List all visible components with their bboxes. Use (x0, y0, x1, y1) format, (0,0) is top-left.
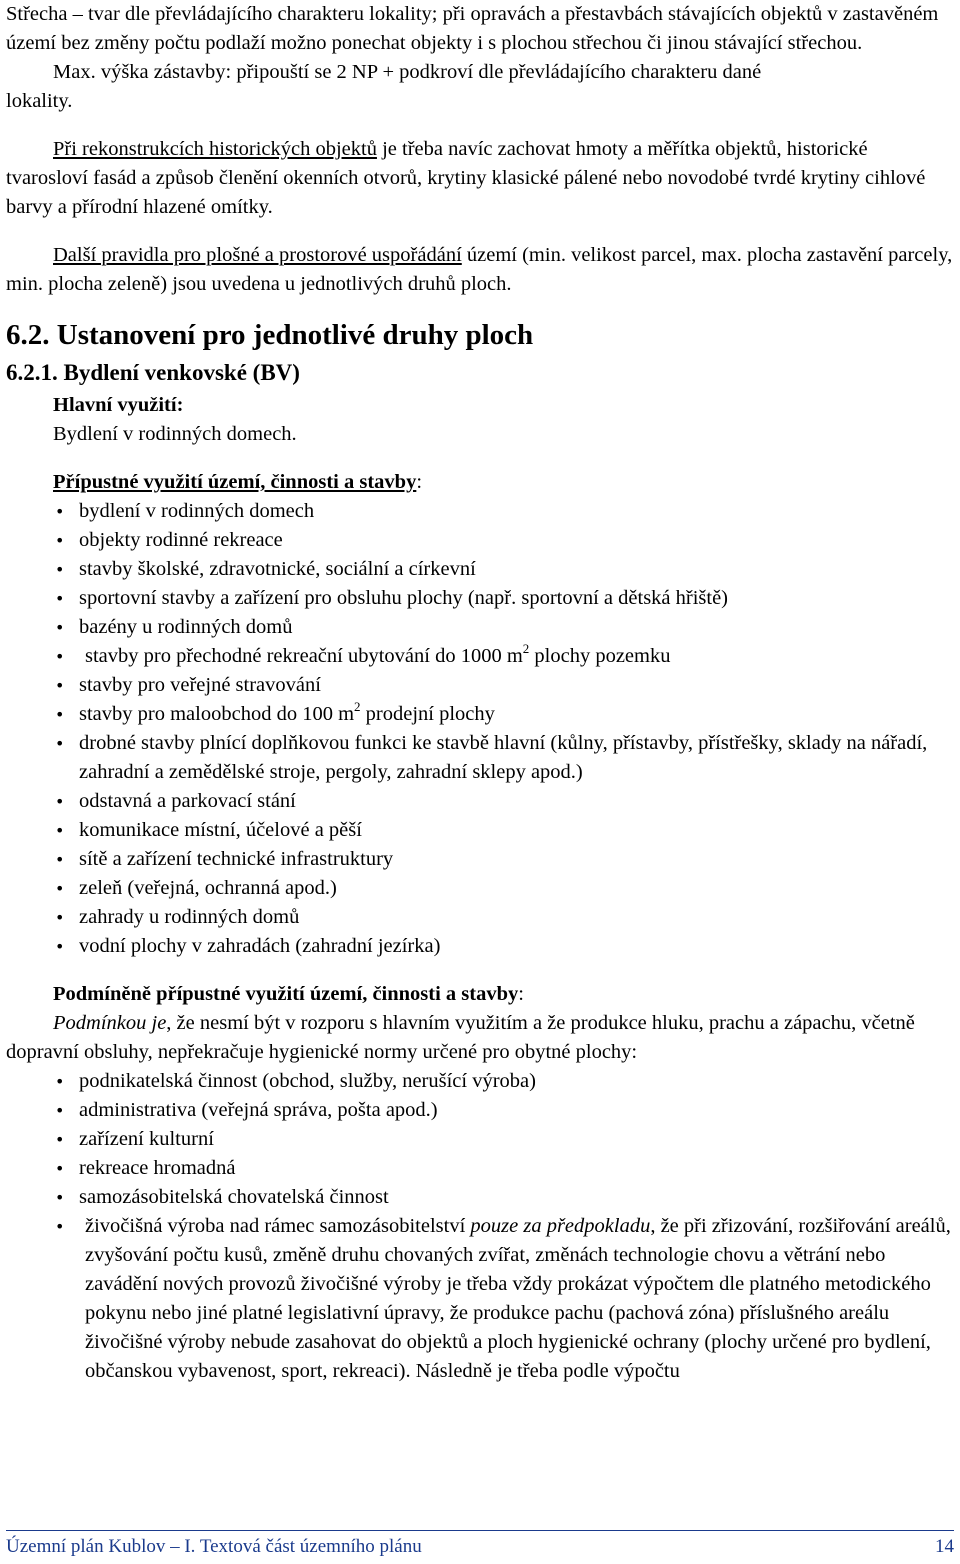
rules-rest: území (min. velikost parcel, max. plocha zastavění parcely, min. plocha zeleně) jsou uvedena u jednotlivých druhů ploch. (6, 244, 953, 295)
height-line-1: Max. výška zástavby: připouští se 2 NP + podkroví dle převládajícího charakteru dané (53, 61, 762, 83)
roof-paragraph: Střecha – tvar dle převládajícího charakteru lokality; při opravách a přestavbách stávajících objektů v zastavěném území bez změny počtu podlaží možno ponechat objekty i s plochou střechou či jinou stávající střechou. (6, 3, 939, 54)
permitted-label: Přípustné využití území, činnosti a stavby (53, 471, 417, 493)
list-item: • objekty rodinné rekreace (53, 526, 954, 555)
main-use-value: Bydlení v rodinných domech. (53, 423, 297, 445)
list-item: • administrativa (veřejná správa, pošta apod.) (53, 1096, 954, 1125)
list-item: • vodní plochy v zahradách (zahradní jezírka) (53, 932, 954, 961)
list-item: • sítě a zařízení technické infrastruktury (53, 845, 954, 874)
conditional-list (6, 1067, 954, 1386)
page-footer (6, 1530, 954, 1560)
conditional-label: Podmíněně přípustné využití území, činnosti a stavby (53, 983, 519, 1005)
list-item: • stavby pro veřejné stravování (53, 671, 954, 700)
historic-lead: Při rekonstrukcích historických objektů (53, 138, 377, 160)
list-item: • sportovní stavby a zařízení pro obsluhu plochy (např. sportovní a dětská hřiště) (53, 584, 954, 613)
permitted-heading: Přípustné využití území, činnosti a stavby: (53, 471, 423, 493)
footer-text: Územní plán Kublov – I. Textová část územního plánu (6, 1536, 422, 1557)
rules-lead: Další pravidla pro plošné a prostorové uspořádání (53, 244, 462, 266)
list-item: • rekreace hromadná (53, 1154, 954, 1183)
historic-paragraph (6, 135, 954, 222)
list-item: • stavby školské, zdravotnické, sociální a církevní (53, 555, 954, 584)
subsection-title: 6.2.1. Bydlení venkovské (BV) (6, 360, 300, 385)
rules-paragraph (6, 241, 954, 299)
list-item: • zahrady u rodinných domů (53, 903, 954, 932)
list-item: • bazény u rodinných domů (53, 613, 954, 642)
section-title: 6.2. Ustanovení pro jednotlivé druhy ploch (6, 319, 534, 351)
document-page (6, 0, 954, 1386)
list-item: • zařízení kulturní (53, 1125, 954, 1154)
page-number: 14 (935, 1536, 954, 1557)
list-item: • drobné stavby plnící doplňkovou funkci ke stavbě hlavní (kůlny, přístavby, přístřešky, sklady na nářadí, zahradní a zemědělské stroje, pergoly, zahradní sklepy apod.) (53, 729, 954, 787)
list-item: • bydlení v rodinných domech (53, 497, 954, 526)
conditional-heading: Podmíněně přípustné využití území, činnosti a stavby: (53, 983, 524, 1005)
list-item: • podnikatelská činnost (obchod, služby, nerušící výroba) (53, 1067, 954, 1096)
height-paragraph (6, 58, 954, 87)
list-item: • živočišná výroba nad rámec samozásobitelství pouze za předpokladu, že při zřizování, rozšiřování areálů, zvyšování počtu kusů, změně druhu chovaných zvířat, změnách technologie chovu a větrání nebo zavádění nových provozů živočišné výroby je třeba vždy prokázat výpočtem dle platného metodického pokynu nebo jiné platné legislativní úpravy, že produkce pachu (pachová zóna) příslušného areálu živočišné výroby nebude zasahovat do objektů a ploch hygienické ochrany (plochy určené pro bydlení, občanskou vybavenost, sport, rekreaci). Následně je třeba podle výpočtu (53, 1212, 954, 1386)
list-item: • stavby pro přechodné rekreační ubytování do 1000 $m^2$ plochy pozemku (53, 642, 954, 671)
permitted-list (6, 497, 954, 961)
historic-rest: je třeba navíc zachovat hmoty a měřítka objektů, historické tvarosloví fasád a způsob členění okenních otvorů, krytiny klasické pálené nebo novodobé tvrdé krytiny cihlové barvy a přírodní hlazené omítky. (6, 138, 926, 218)
list-item: • samozásobitelská chovatelská činnost (53, 1183, 954, 1212)
main-use-label: Hlavní využití: (53, 394, 184, 416)
list-item: • odstavná a parkovací stání (53, 787, 954, 816)
height-paragraph-end: lokality. (6, 90, 73, 112)
list-item: • zeleň (veřejná, ochranná apod.) (53, 874, 954, 903)
list-item: • komunikace místní, účelové a pěší (53, 816, 954, 845)
condition-paragraph: Podmínkou je, že nesmí být v rozporu s hlavním využitím a že produkce hluku, prachu a zápachu, včetně dopravní obsluhy, nepřekračuje hygienické normy určené pro obytné plochy: (6, 1012, 915, 1063)
list-item: • stavby pro maloobchod do 100 $m^2$ prodejní plochy (53, 700, 954, 729)
